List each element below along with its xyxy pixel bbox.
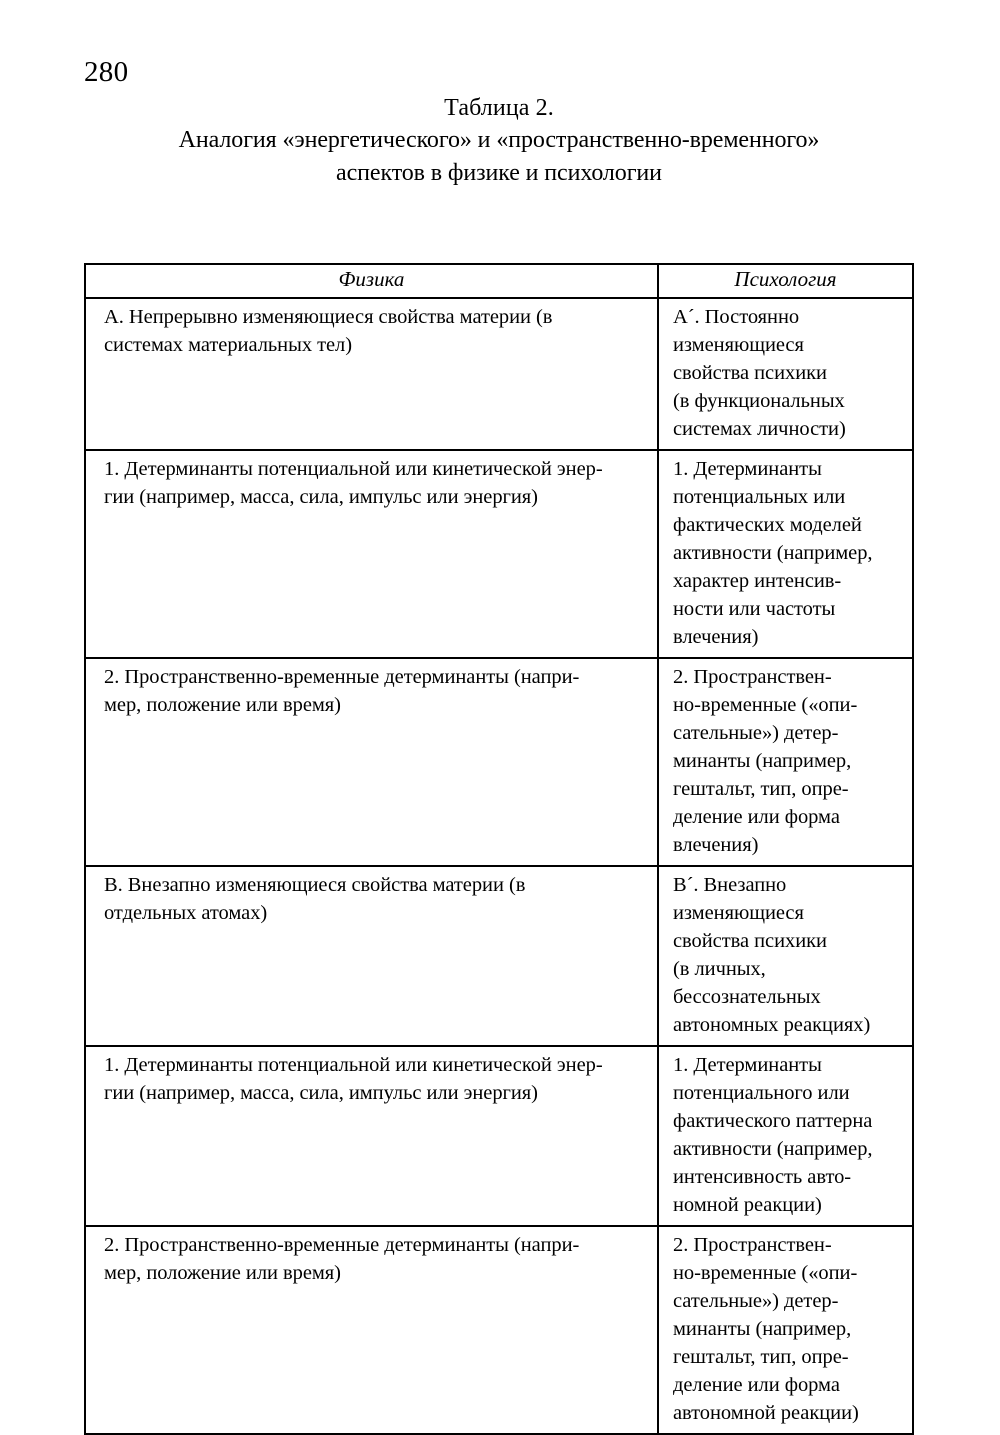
comparison-table (84, 263, 914, 1435)
text-line: деление или форма (673, 806, 840, 828)
cell-psychology (658, 866, 913, 1046)
cell-psychology-text (659, 659, 912, 865)
text-line: отдельных атомах) (104, 902, 268, 924)
text-line: В´. Внезапно (673, 874, 787, 896)
cell-physics-text (86, 867, 657, 933)
column-header-psychology: Психология (658, 264, 913, 298)
table-body (85, 298, 913, 1434)
table-header-row (85, 264, 913, 298)
cell-psychology-text (659, 299, 912, 449)
cell-physics-text (86, 1227, 657, 1293)
text-line: но-временные («опи- (673, 1262, 858, 1284)
text-line: изменяющиеся (673, 334, 804, 356)
cell-physics (85, 866, 658, 1046)
text-line: мер, положение или время) (104, 1262, 341, 1284)
cell-physics (85, 450, 658, 658)
table-row (85, 1226, 913, 1434)
text-line: влечения) (673, 626, 759, 648)
cell-physics (85, 1226, 658, 1434)
text-line: бессознательных (673, 986, 821, 1008)
text-line: гештальт, тип, опре- (673, 778, 849, 800)
cell-psychology (658, 298, 913, 450)
text-line: свойства психики (673, 930, 827, 952)
text-line: активности (например, (673, 542, 873, 564)
text-line: 1. Детерминанты (673, 458, 822, 480)
text-line: сательные») детер- (673, 722, 839, 744)
text-line: изменяющиеся (673, 902, 804, 924)
cell-physics-text (86, 451, 657, 517)
text-line: фактического паттерна (673, 1110, 873, 1132)
text-line: фактических моделей (673, 514, 862, 536)
text-line: но-временные («опи- (673, 694, 858, 716)
text-line: 2. Пространствен- (673, 666, 832, 688)
text-line: мер, положение или время) (104, 694, 341, 716)
table-row (85, 298, 913, 450)
cell-physics (85, 298, 658, 450)
text-line: 1. Детерминанты потенциальной или кинетической энер- (104, 458, 603, 480)
text-line: минанты (например, (673, 750, 852, 772)
table-row (85, 866, 913, 1046)
cell-psychology-text (659, 1047, 912, 1225)
cell-physics (85, 658, 658, 866)
text-line: системах личности) (673, 418, 846, 440)
table-caption-title-line-1: Аналогия «энергетического» и «пространственно-временного» (178, 127, 820, 153)
cell-psychology (658, 450, 913, 658)
text-line: свойства психики (673, 362, 827, 384)
text-line: характер интенсив- (673, 570, 842, 592)
cell-psychology (658, 1046, 913, 1226)
text-line: сательные») детер- (673, 1290, 839, 1312)
cell-physics-text (86, 299, 657, 365)
text-line: 1. Детерминанты потенциальной или кинетической энер- (104, 1054, 603, 1076)
text-line: 2. Пространствен- (673, 1234, 832, 1256)
text-line: ности или частоты (673, 598, 836, 620)
text-line: номной реакции) (673, 1194, 822, 1216)
table-row (85, 658, 913, 866)
text-line: гии (например, масса, сила, импульс или энергия) (104, 486, 538, 508)
text-line: (в личных, (673, 958, 766, 980)
table-caption-block (84, 92, 914, 190)
cell-physics-text (86, 659, 657, 725)
cell-physics (85, 1046, 658, 1226)
text-line: активности (например, (673, 1138, 873, 1160)
table-row (85, 450, 913, 658)
cell-psychology-text (659, 867, 912, 1045)
text-line: деление или форма (673, 1374, 840, 1396)
text-line: потенциального или (673, 1082, 850, 1104)
text-line: автономных реакциях) (673, 1014, 871, 1036)
table-caption-title (84, 124, 914, 190)
text-line: потенциальных или (673, 486, 846, 508)
cell-psychology (658, 1226, 913, 1434)
text-line: В. Внезапно изменяющиеся свойства материи (в (104, 874, 526, 896)
text-line: минанты (например, (673, 1318, 852, 1340)
cell-psychology-text (659, 451, 912, 657)
cell-psychology (658, 658, 913, 866)
column-header-physics: Физика (85, 264, 658, 298)
text-line: автономной реакции) (673, 1402, 859, 1424)
text-line: интенсивность авто- (673, 1166, 852, 1188)
text-line: А´. Постоянно (673, 306, 800, 328)
text-line: влечения) (673, 834, 759, 856)
table-caption-number: Таблица 2. (444, 95, 554, 121)
table-row (85, 1046, 913, 1226)
cell-physics-text (86, 1047, 657, 1113)
text-line: 1. Детерминанты (673, 1054, 822, 1076)
comparison-table-wrapper (84, 263, 912, 1435)
table-caption-title-line-2: аспектов в физике и психологии (336, 160, 662, 186)
text-line: 2. Пространственно-временные детерминанты (напри- (104, 666, 580, 688)
text-line: системах материальных тел) (104, 334, 353, 356)
text-line: гештальт, тип, опре- (673, 1346, 849, 1368)
text-line: (в функциональных (673, 390, 845, 412)
text-line: 2. Пространственно-временные детерминанты (напри- (104, 1234, 580, 1256)
cell-psychology-text (659, 1227, 912, 1433)
text-line: А. Непрерывно изменяющиеся свойства материи (в (104, 306, 553, 328)
page-number: 280 (84, 56, 129, 88)
text-line: гии (например, масса, сила, импульс или энергия) (104, 1082, 538, 1104)
